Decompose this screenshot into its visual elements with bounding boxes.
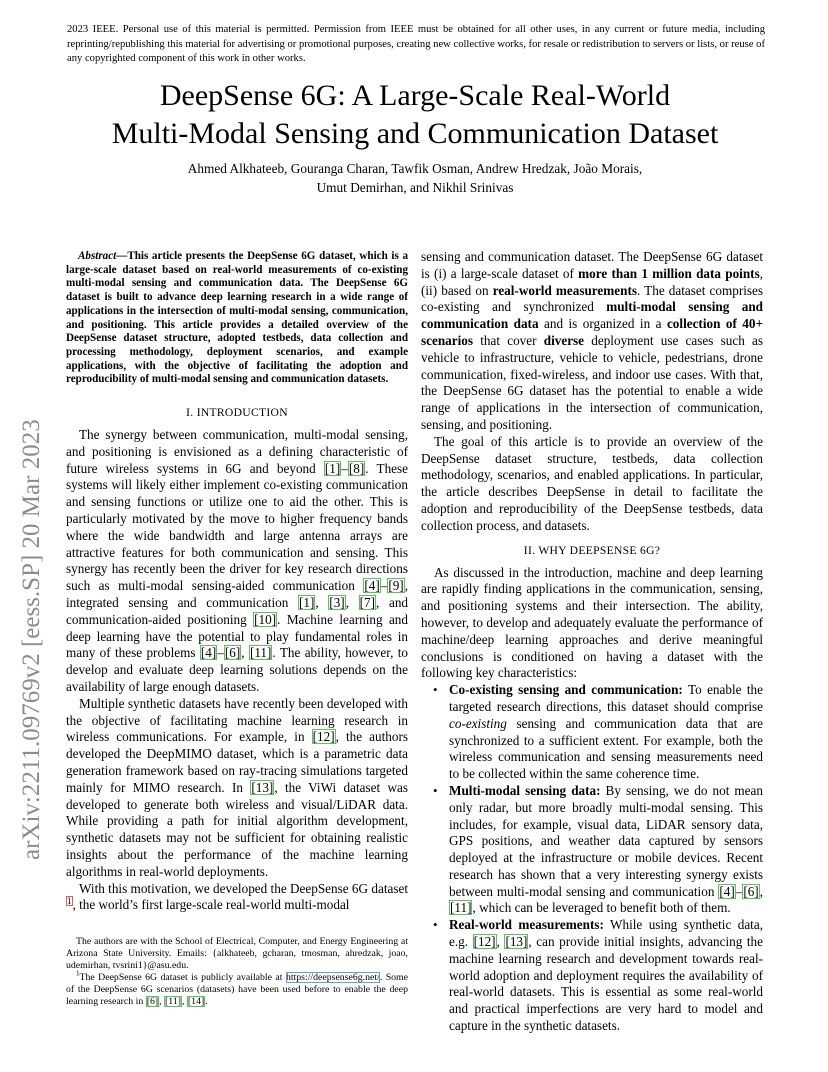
bold-text: real-world measurements xyxy=(492,282,637,298)
text-span: – xyxy=(341,460,348,476)
text-span: With this motivation, we developed the DeepSense 6G dataset xyxy=(79,880,408,896)
author-list-line-1: Ahmed Alkhateeb, Gouranga Charan, Tawfik Osman, Andrew Hredzak, João Morais, xyxy=(187,161,643,176)
section-title: INTRODUCTION xyxy=(196,406,288,420)
citation-link[interactable]: [1] xyxy=(324,460,341,476)
text-span: , xyxy=(759,883,763,899)
text-span: , the ViWi dataset was developed to generate both wireless and visual/LiDAR data. While providing a path for initial algorithm development, synthetic datasets may not be sufficient for obtaining realistic insights about the performance of the machine learning algorithms in real-world deployments. xyxy=(66,779,408,879)
bullet-icon: • xyxy=(433,782,438,798)
text-span: – xyxy=(380,578,388,594)
citation-link[interactable]: [10] xyxy=(254,611,277,627)
footnote-marker[interactable]: 1 xyxy=(67,895,72,906)
citation-link[interactable]: [7] xyxy=(359,595,376,610)
bullet-text xyxy=(449,917,763,1035)
text-span: , (ii) based on xyxy=(421,265,764,298)
section-number: I. xyxy=(186,406,194,420)
copyright-notice: 2023 IEEE. Personal use of this material is permitted. Permission from IEEE must be obtained for all other uses, in any current or future media, including reprinting/republishing this material for advertising or promotional purposes, creating new collective works, for resale or redistribution to servers or lists, or reuse of any copyrighted component of this work in other works. xyxy=(67,24,765,64)
citation-link[interactable]: [9] xyxy=(388,578,404,594)
text-span: , integrated sensing and communication xyxy=(66,578,408,610)
text-span: sensing and communication dataset. The DeepSense 6G dataset is (i) a large-scale dataset of xyxy=(421,249,763,281)
affiliation-footnote: The authors are with the School of Electrical, Computer, and Energy Engineering at Arizona State University. Emails: {alkhateeb, gcharan, tmosman, ahredzak, joao, udemirhan, tvsrini1}@asu.edu. xyxy=(66,936,408,971)
list-item xyxy=(421,682,763,783)
italic-text: co-existing xyxy=(449,715,507,731)
citation-link[interactable]: [3] xyxy=(329,595,345,610)
paper-title-line-2: Multi-Modal Sensing and Communication Dataset xyxy=(111,117,719,150)
citation-link[interactable]: [6] xyxy=(743,883,759,899)
citation-link[interactable]: [8] xyxy=(348,460,365,476)
bold-text: diverse xyxy=(543,332,585,348)
citation-link[interactable]: [4] xyxy=(364,578,380,594)
text-span: , xyxy=(241,645,249,661)
bullet-icon: • xyxy=(433,917,438,933)
citation-link[interactable]: [11] xyxy=(450,900,472,916)
text-span: . The ability, however, to develop and evaluate deep learning solutions depends on the availability of large enough datasets. xyxy=(66,645,408,694)
paper-title-line-1: DeepSense 6G: A Large-Scale Real-World xyxy=(159,79,671,112)
bold-text: more than 1 million data points xyxy=(578,265,760,281)
section-title: WHY DEEPSENSE 6G? xyxy=(538,543,661,557)
text-span: . Machine learning and deep learning have the potential to play fundamental roles in many of these problems xyxy=(66,611,408,661)
list-item xyxy=(421,917,763,1035)
arxiv-watermark: arXiv:2211.09769v2 [eess.SP] 20 Mar 2023 xyxy=(18,419,45,861)
section-heading-why-deepsense xyxy=(421,543,763,559)
footnote-number: 1 xyxy=(76,969,80,978)
citation-link[interactable]: [4] xyxy=(719,883,735,899)
intro-paragraph-1 xyxy=(66,427,408,696)
right-column xyxy=(421,249,763,1035)
text-span: – xyxy=(735,883,743,899)
abstract-label: Abstract xyxy=(78,250,117,262)
text-span: The synergy between communication, multi-modal sensing, and positioning is envisioned as a defining characteristic of future wireless systems in 6G and beyond xyxy=(66,427,408,476)
left-column xyxy=(66,250,408,914)
text-span: , the world’s first large-scale real-world multi-modal xyxy=(72,897,350,913)
text-span: and is organized in a xyxy=(538,316,667,332)
text-span: . xyxy=(205,995,208,1007)
article-goal-paragraph: The goal of this article is to provide an overview of the DeepSense dataset structure, testbeds, data collection methodology, scenarios, and enabled applications. In particular, the article describes DeepSense in detail to facilitate the adoption and reproducibility of the DeepSense testbeds, data collection process, and datasets. xyxy=(421,433,763,533)
citation-link[interactable]: [14] xyxy=(187,995,205,1007)
text-span: To enable the targeted research directions, this dataset should comprise xyxy=(449,682,763,714)
citation-link[interactable]: [11] xyxy=(165,995,182,1007)
text-span: , which can be leveraged to benefit both of them. xyxy=(472,900,731,916)
text-span: – xyxy=(217,645,224,661)
bullet-icon: • xyxy=(433,682,438,698)
dataset-footnote xyxy=(66,969,409,1008)
intro-paragraph-2 xyxy=(66,696,408,881)
text-span: sensing and communication data that are synchronized to a sufficient extent. For example, both the wireless communication and sensing measurements need to be collected within the same coherence time. xyxy=(449,715,763,782)
text-span: . The dataset comprises co-existing and synchronized xyxy=(421,282,763,315)
why-paragraph: As discussed in the introduction, machine and deep learning are rapidly finding applications in the communication, sensing, and positioning systems and their intersection. The ability, however, to develop and adequately evaluate the performance of machine/deep learning approaches and derive meaningful conclusions is conditioned on having a dataset with the following key characteristics: xyxy=(421,564,763,681)
citation-link[interactable]: [12] xyxy=(473,934,496,950)
text-span: The DeepSense 6G dataset is publicly available at xyxy=(79,971,286,983)
text-span: , xyxy=(159,995,165,1007)
text-span: , the authors developed the DeepMIMO dataset, which is a parametric data generation framework based on ray-tracing simulations targeted mainly for MIMO research. In xyxy=(66,729,408,795)
text-span: , and communication-aided positioning xyxy=(66,595,409,627)
dataset-description-paragraph xyxy=(421,249,763,434)
footnotes xyxy=(66,936,408,1007)
citation-link[interactable]: [11] xyxy=(249,645,272,661)
text-span: , xyxy=(315,595,329,610)
bullet-text xyxy=(449,783,763,917)
bullet-text xyxy=(449,682,763,783)
citation-link[interactable]: [12] xyxy=(312,729,335,745)
list-item xyxy=(421,783,763,917)
text-span: Multiple synthetic datasets have recently been developed with the objective of facilitating machine learning research in wireless communications. For example, in xyxy=(66,695,408,745)
citation-link[interactable]: [4] xyxy=(200,645,217,661)
key-characteristics-list xyxy=(421,682,763,1035)
text-span: While using synthetic data, e.g. xyxy=(449,917,763,950)
text-span: deployment use cases such as vehicle to infrastructure, vehicle to vehicle, pedestrians, drone communication, fixed-wireless, and indoor use cases. With that, the DeepSense 6G dataset has the potential to enable a wide range of applications in the intersection of communication, sensing, and positioning. xyxy=(421,332,763,432)
citation-link[interactable]: [13] xyxy=(505,934,528,950)
text-span: By sensing, we do not mean only radar, but more broadly multi-modal sensing. This includes, for example, visual data, LiDAR sensory data, GPS positions, and weather data captured by sensors deployed at the infrastructure or mobile devices. Recent research has shown that a very interesting synergy exists between multi-modal sensing and communication xyxy=(449,782,763,899)
text-span: , xyxy=(496,934,505,950)
dataset-url-link[interactable]: https://deepsense6g.net/ xyxy=(285,971,380,983)
section-heading-introduction xyxy=(66,405,408,421)
citation-link[interactable]: [13] xyxy=(251,779,274,795)
text-span: , xyxy=(345,595,359,610)
author-list xyxy=(60,159,770,197)
citation-link[interactable]: [6] xyxy=(224,645,241,661)
abstract-text: —This article presents the DeepSense 6G dataset, which is a large-scale dataset based on real-world measurements of co-existing multi-modal sensing and communication data. The DeepSense 6G dataset is built to advance deep learning research in a wide range of applications in the intersection of multi-modal sensing, communication, and positioning. This article provides a detailed overview of the DeepSense dataset structure, adopted testbeds, data collection and processing methodology, deployment scenarios, and example applications, with the objective of facilitating the adoption and reproducibility of multi-modal sensing and communication datasets. xyxy=(66,250,408,386)
text-span: , can provide initial insights, advancing the machine learning research and development towards real-world adoption and deployment requires the availability of real-world datasets. This is essential as some real-world and practical imperfections are very hard to model and capture in the synthetic datasets. xyxy=(449,934,763,1034)
bold-text: multi-modal sensing and communication data xyxy=(421,299,763,332)
bullet-title: Multi-modal sensing data: xyxy=(449,782,601,798)
author-list-line-2: Umut Demirhan, and Nikhil Srinivas xyxy=(316,180,514,195)
abstract xyxy=(66,250,408,387)
text-span: that cover xyxy=(473,332,544,348)
citation-link[interactable]: [6] xyxy=(146,995,159,1007)
intro-paragraph-3 xyxy=(66,881,408,915)
text-span: . Some of the DeepSense 6G scenarios (datasets) have been used before to enable the deep learning research in xyxy=(66,971,409,1007)
citation-link[interactable]: [1] xyxy=(298,595,315,610)
bullet-title: Co-existing sensing and communication: xyxy=(449,682,683,698)
text-span: , xyxy=(182,995,187,1007)
text-span: . These systems will likely either implement co-existing communication and sensing functions or utilize one to aid the other. This is particularly motivated by the move to higher frequency bands where the wide bandwidth and large antenna arrays are attractive features for both communication and sensing. This synergy has recently been the driver for key research directions such as multi-modal sensing-aided communication xyxy=(66,460,408,594)
paper-title xyxy=(40,77,790,153)
section-number: II. xyxy=(523,543,536,557)
bold-text: collection of 40+ scenarios xyxy=(421,316,764,348)
bullet-title: Real-world measurements: xyxy=(449,917,604,933)
